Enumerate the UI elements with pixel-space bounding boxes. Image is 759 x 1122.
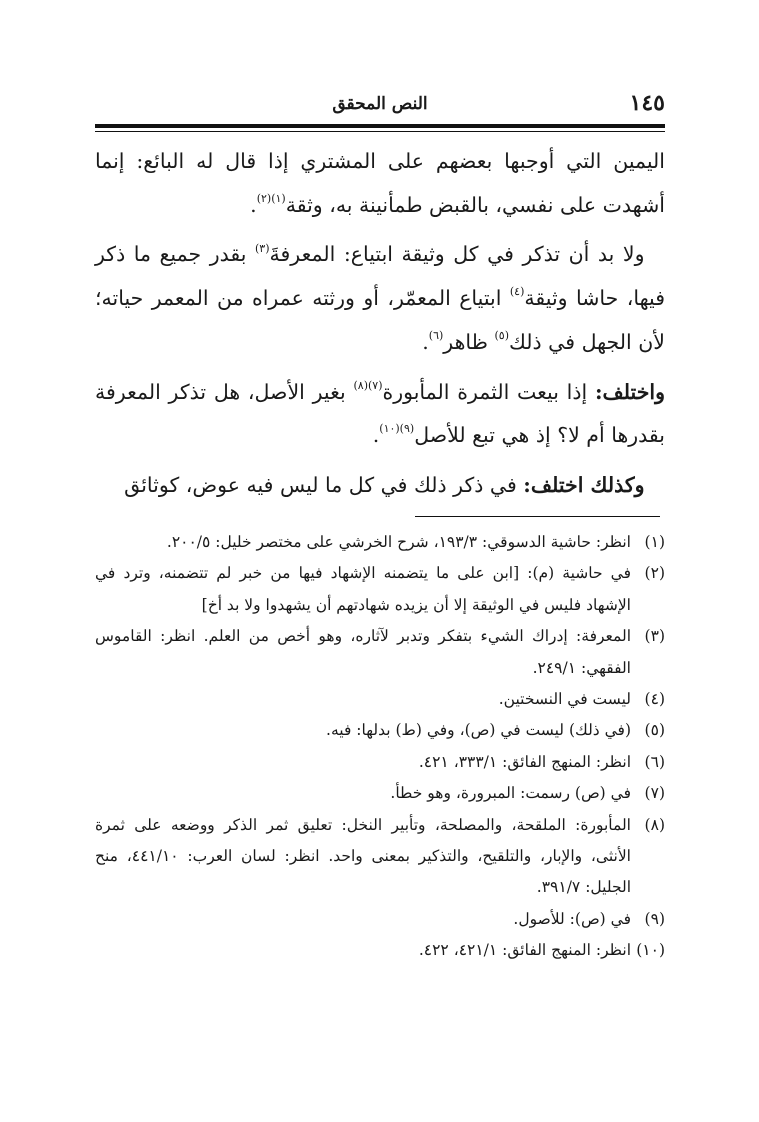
header-rule-thick [95,124,665,128]
footnote-ref: (٤) [509,285,525,299]
paragraph-4 [95,464,665,508]
footnote-ref: (٧)(٨) [353,378,383,392]
footnote-4 [95,684,665,715]
footnote-number: (٧) [644,784,665,803]
paragraph-text: ابتياع المعمّر، أو ورثته عمراه من المعمر حياته؛ لأن الجهل في ذلك [95,286,665,354]
footnote-text: انظر: حاشية الدسوقي: ١٩٣/٣، شرح الخرشي على مختصر خليل: ٢٠٠/٥. [166,533,631,551]
keyword-kadhalika-ikhtalaf: وكذلك اختلف: [523,472,645,497]
paragraph-text: إذا بيعت الثمرة المأبورة [382,379,595,404]
footnote-text: انظر: المنهج الفائق: ٣٣٣/١، ٤٢١. [418,752,631,771]
footnote-ref: (٦) [428,328,444,342]
footnote-number: (٤) [644,690,665,709]
footnote-text: المعرفة: إدراك الشيء بتفكر وتدبر لآثاره، وهو أخص من العلم. انظر: القاموس الفقهي: ٢٤٩/١. [95,627,631,677]
footnote-number: (٩) [644,909,665,928]
footnote-number: (١٠) [636,941,665,960]
footnote-7 [95,778,665,809]
footnotes [95,527,665,967]
paragraph-text: بقدر جميع ما ذكر فيها، حاشا وثيقة [95,242,666,311]
footnote-number: (٨) [644,815,665,834]
footnote-ref: (٥) [494,328,510,342]
footnote-number: (٢) [644,564,665,583]
footnote-text: في حاشية (م): [ابن على ما يتضمنه الإشهاد فيها من خبر لم تتضمنه، وترد في الإشهاد فليس في الوثيقة إلا أن يزيده شهادتهم أن يشهدوا ولا بد أخ] [95,564,631,614]
footnote-text: في (ص) رسمت: المبرورة، وهو خطأ. [390,784,631,803]
paragraph-text: ولا بد أن تذكر في كل وثيقة ابتياع: المعرفةَ [269,242,645,267]
paragraph-3 [95,371,665,458]
header-rule-thin [95,131,665,132]
footnote-number: (٦) [644,752,665,771]
footnote-text: انظر: المنهج الفائق: ٤٢١/١، ٤٢٢. [418,941,631,960]
footnote-text: ليست في النسختين. [498,690,631,709]
footnote-text: المأبورة: الملقحة، والمصلحة، وتأبير النخل: تعليق ثمر الذكر ووضعه على ثمرة الأنثى، والإبار، والتلقيح، والتذكير بمعنى واحد. انظر: لسان العرب: ٤٤١/١٠، منح الجليل: ٣٩١/٧. [95,815,631,897]
paragraph-text: في ذكر ذلك في كل ما ليس فيه عوض، كوثائق [124,472,524,497]
paragraph-2 [95,233,665,364]
footnote-10 [95,935,665,966]
paragraph-1 [95,140,665,227]
page-header [95,88,665,122]
paragraph-text: اليمين التي أوجبها بعضهم على المشتري إذا قال له البائع: إنما أشهدت على نفسي، بالقبض طمأنينة به، وثقة [95,149,665,217]
keyword-ikhtalaf: واختلف: [594,379,665,404]
footnote-1 [95,527,665,558]
paragraph-text: بغير الأصل، هل تذكر المعرفة بقدرها أم لا؟ إذ هي تبع للأصل [95,379,665,448]
punctuation: . [372,423,380,448]
running-title: النص المحقق [332,94,428,114]
footnote-number: (١) [644,533,665,551]
paragraph-text: ظاهر [443,329,495,354]
footnote-text: في (ص): للأصول. [513,909,631,928]
body-text [95,140,665,508]
footnote-number: (٣) [644,627,665,646]
footnote-text: (في ذلك) ليست في (ص)، وفي (ط) بدلها: فيه. [326,721,631,740]
punctuation: . [422,329,429,354]
footnote-ref: (١)(٢) [256,191,286,205]
footnote-8 [95,810,665,904]
footnote-ref: (٣) [254,241,270,255]
footnote-6 [95,747,665,778]
footnote-ref: (٩)(١٠) [379,422,415,436]
footnote-3 [95,621,665,684]
page-number: ١٤٥ [629,90,665,116]
punctuation: . [250,192,257,217]
footnote-number: (٥) [644,721,665,740]
footnote-2 [95,558,665,621]
footnote-9 [95,904,665,935]
footnote-5 [95,715,665,746]
footnote-separator [415,516,660,517]
